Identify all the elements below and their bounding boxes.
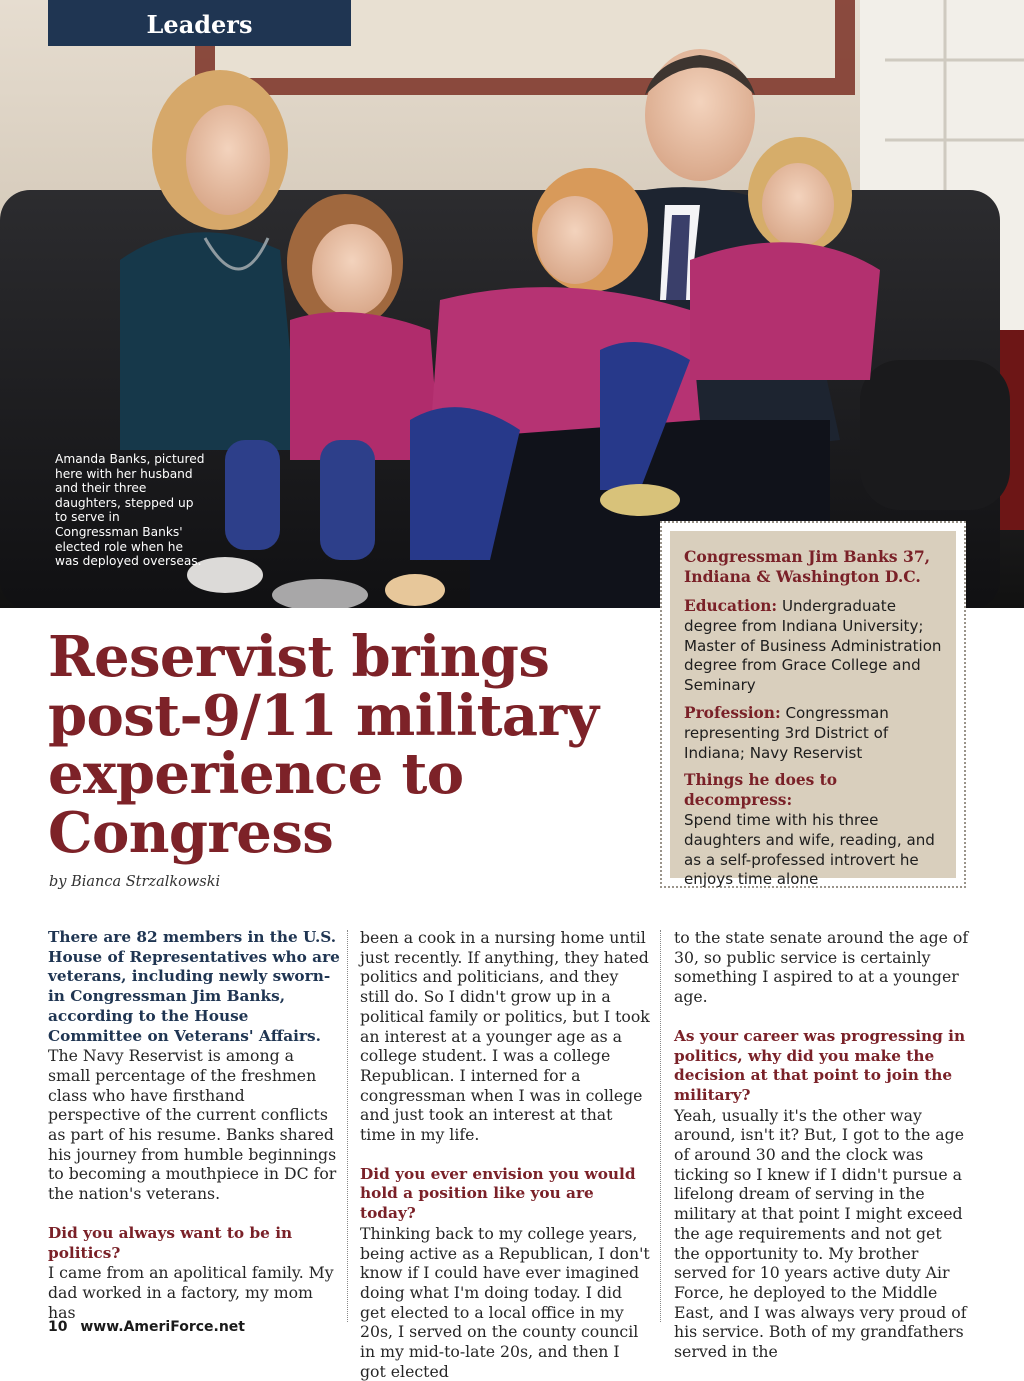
sidebar-profession bbox=[684, 704, 946, 763]
sidebar-profession-text: Congressman representing 3rd District of Indiana; Navy Reservist bbox=[684, 703, 889, 762]
column-divider bbox=[347, 930, 348, 1322]
page-footer bbox=[48, 1319, 245, 1335]
sidebar-education-text: Undergraduate degree from Indiana University; Master of Business Administration degree from Grace College and Seminary bbox=[684, 597, 942, 695]
profile-sidebar-panel bbox=[670, 531, 956, 889]
section-tab: Leaders bbox=[48, 0, 351, 46]
sidebar-profession-label: Profession: bbox=[684, 703, 781, 722]
sidebar-decompress-label: Things he does to decompress: bbox=[684, 771, 838, 810]
answer-1-part-1: I came from an apolitical family. My dad worked in a factory, my mom has bbox=[48, 1263, 334, 1322]
article-headline: Reservist brings post-9/11 military experience to Congress bbox=[48, 624, 599, 866]
article-intro-body: The Navy Reservist is among a small percentage of the freshmen class who have firsthand perspective of the current conflicts as part of his resume. Banks shared his journey from humble beginnings to becoming a mouthpiece in DC for the nation's veterans. bbox=[48, 1046, 337, 1204]
byline: by Bianca Strzalkowski bbox=[49, 874, 221, 890]
answer-2-part-1: Thinking back to my college years, being active as a Republican, I don't know if I could have ever imagined doing what I'm doing today. I did get elected to a local office in my 20s, I served on the county council in my mid-to-late 20s, and then I got elected bbox=[360, 1223, 650, 1381]
article-intro: There are 82 members in the U.S. House of Representatives who are veterans, including newly sworn-in Congressman Jim Banks, according to the House Committee on Veterans' Affairs. bbox=[48, 928, 340, 1045]
photo-caption: Amanda Banks, pictured here with her husband and their three daughters, stepped up to serve in Congressman Banks' elected role when he was deployed overseas. bbox=[55, 452, 205, 569]
answer-2-part-2: to the state senate around the age of 30, so public service is certainly something I aspired to at a younger age. bbox=[674, 928, 969, 1007]
sidebar-decompress-text: Spend time with his three daughters and wife, reading, and as a self-professed introvert he enjoys time alone bbox=[684, 810, 935, 889]
answer-3: Yeah, usually it's the other way around, isn't it? But, I got to the age of around 30 and the clock was ticking so I knew if I didn't pursue a lifelong dream of serving in the military at that point I might exceed the age requirements and not get the opportunity to. My brother served for 10 years active duty Air Force, he deployed to the Middle East, and I was always very proud of his service. Both of my grandfathers served in the bbox=[674, 1105, 967, 1362]
article-column-2 bbox=[360, 928, 650, 1381]
question-2: Did you ever envision you would hold a position like you are today? bbox=[360, 1164, 636, 1223]
profile-sidebar bbox=[660, 521, 966, 888]
article-column-1 bbox=[48, 928, 340, 1322]
sidebar-education bbox=[684, 597, 946, 696]
sidebar-decompress bbox=[684, 771, 946, 890]
sidebar-title: Congressman Jim Banks 37, Indiana & Washington D.C. bbox=[684, 547, 931, 586]
page-number: 10 bbox=[48, 1319, 68, 1335]
family-photo bbox=[0, 0, 1024, 608]
article-column-3 bbox=[674, 928, 970, 1362]
sidebar-education-label: Education: bbox=[684, 597, 778, 615]
column-divider bbox=[660, 930, 661, 1322]
question-1: Did you always want to be in politics? bbox=[48, 1223, 293, 1262]
question-3: As your career was progressing in politics, why did you make the decision at that point to join the military? bbox=[674, 1026, 966, 1104]
site-url[interactable]: www.AmeriForce.net bbox=[80, 1319, 245, 1335]
answer-1-part-2: been a cook in a nursing home until just recently. If anything, they hated politics and politicians, and they still do. So I didn't grow up in a political family or politics, but I took an interest at a younger age as a college student. I was a college Republican. I interned for a congressman when I was in college and just took an interest at that time in my life. bbox=[360, 928, 650, 1145]
